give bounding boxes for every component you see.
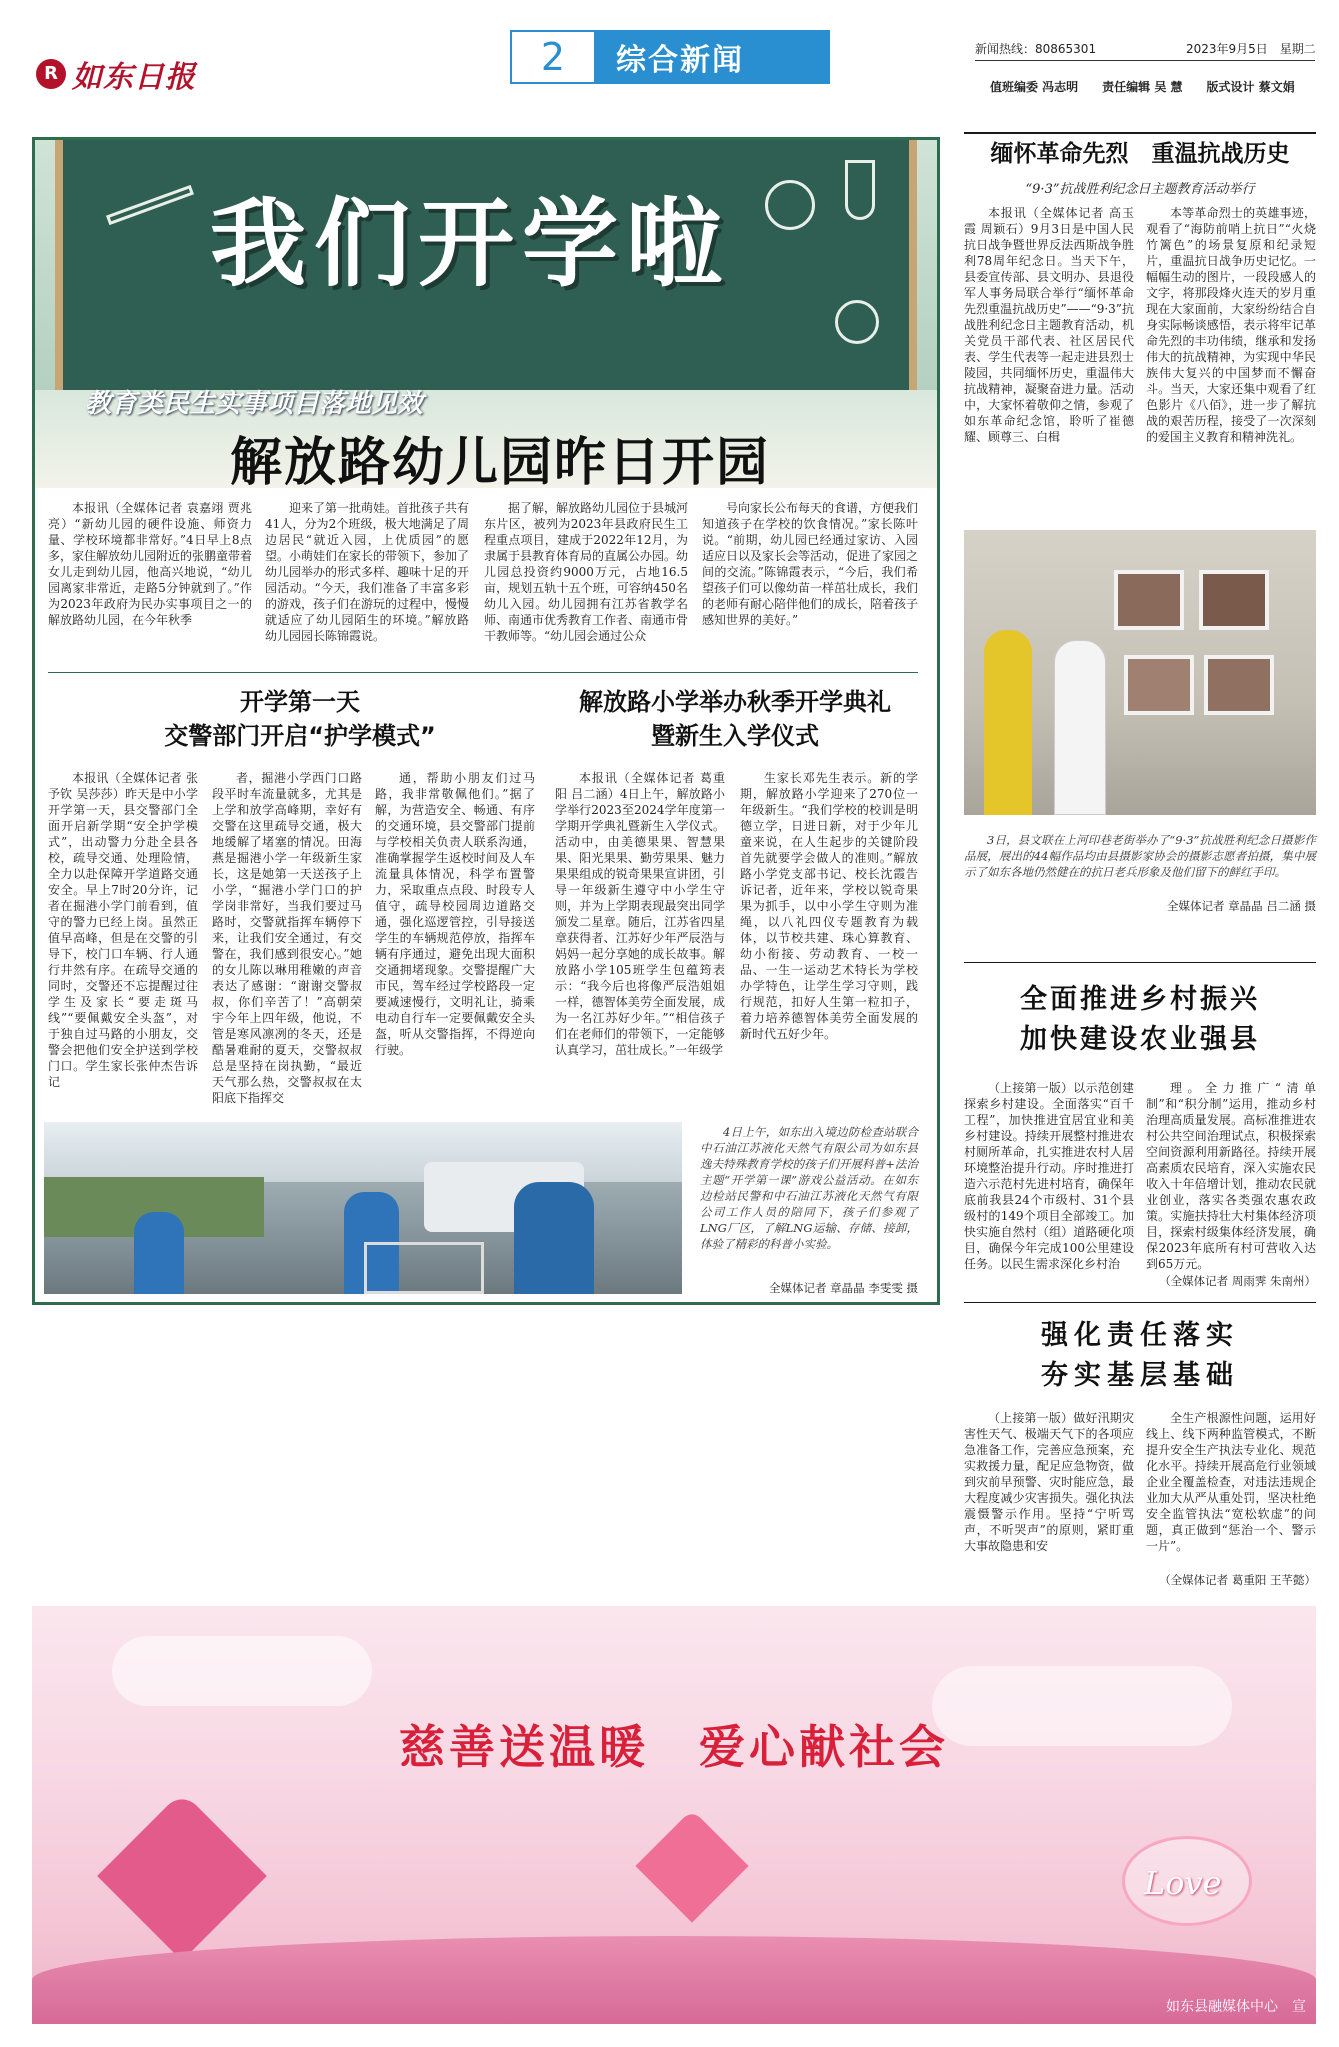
right3-headline-line2: 夯实基层基础: [1041, 1360, 1239, 1391]
exhibit-board-4: [1204, 655, 1274, 715]
exhibition-credit: 全媒体记者 章晶晶 吕二涵 摄: [1167, 899, 1316, 913]
article3-col1: 本报讯（全媒体记者 葛重阳 吕二涵）4日上午，解放路小学举行2023至2024学年度第一学期开学典礼暨新生入学仪式。活动中，由美德果果、智慧果果、阳光果果、勤劳果果、魅力果果组成的锐奇果果宣讲团，引导一年级新生遵守中小学生守则，并为上学期表现最突出同学颁发二星章。随后，江苏省四星章获得者、江苏好少年严辰浩与妈妈一起分享她的成长故事。解放路小学105班学生包蕴筠表示：“我今后也将像严辰浩姐姐一样，德智体美劳全面发展，成为一名江苏好少年。”“相信孩子们在老师们的带领下，一定能够认真学习，茁壮成长。”一年级学: [555, 771, 725, 1057]
heart-icon-large: [635, 1809, 748, 1922]
right1-col2: 本等革命烈士的英雄事迹，观看了“海防前哨上抗日”“火烧竹篱色”的场景复原和纪录短片，重温抗日战争历史记忆。一幅幅生动的图片，一段段感人的文字，将那段烽火连天的岁月重现在大家面前，大家纷纷结合自身实际畅谈感悟，表示将牢记革命先烈的丰功伟绩，继承和发扬伟大的抗战精神，为实现中华民族伟大复兴的中国梦而不懈奋斗。当天，大家还集中观看了红色影片《八佰》，进一步了解抗战的艰苦历程，接受了一次深刻的爱国主义教育和精神洗礼。: [1146, 206, 1316, 444]
right2-credit: （全媒体记者 周雨霁 朱南州）: [1159, 1274, 1316, 1288]
logo: [36, 52, 196, 96]
banner-big-title: 我们开学啦: [210, 188, 730, 300]
hand-heart-icon: [97, 1791, 267, 1961]
exhibit-board-1: [1114, 570, 1184, 630]
right2-col2: 理。全力推广“清单制”和“积分制”运用，推动乡村治理高质量发展。高标准推进农村公共空间治理试点，积极探索空间资源利用新路径。持续开展高素质农民培育，深入实施农民收入十年倍增计划，推动农民就业创业，落实各类强农惠农政策。实施扶持壮大村集体经济项目，探索村级集体经济发展，确保2023年底所有村可营收入达到65万元。: [1146, 1081, 1316, 1271]
chalk-doodle-flask-icon: [845, 160, 875, 220]
header-rule: [975, 60, 1315, 61]
logo-seal-icon: R: [36, 59, 66, 89]
ad-sponsor: 如东县融媒体中心 宣: [1166, 1999, 1306, 2015]
article1-col3: 据了解，解放路幼儿园位于县城河东片区，被列为2023年县政府民生工程重点项目，建成于2022年12月，为隶属于县教育体育局的直属公办园。幼儿园总投资约9000万元，占地16.5亩，规划五轨十五个班，可容纳450名幼儿入园。幼儿园拥有江苏省教学名师、南通市优秀教育工作者、南通市骨干教师等。“幼儿园会通过公众: [484, 501, 689, 643]
banner-kicker: 教育类民生实事项目落地见效: [85, 389, 424, 419]
logo-text: 如东日报: [72, 60, 196, 95]
chalk-doodle-orange-icon: [835, 300, 879, 344]
right3-credit: （全媒体记者 葛重阳 王芊懿）: [1159, 1573, 1316, 1587]
lng-visit-caption: 4日上午，如东出入境边防检查站联合中石油江苏液化天然气有限公司为如东县逸夫特殊教育学校的孩子们开展科普+法治主题“开学第一课”游戏公益活动。在如东边检站民警和中石油江苏液化天然气有限公司工作人员的陪同下，孩子们参观了LNG厂区，了解LNG运输、存储、接卸，体验了精彩的科普小实验。: [700, 1125, 918, 1251]
love-text: Love: [1144, 1864, 1222, 1902]
banner-headline: 解放路幼儿园昨日开园: [230, 433, 771, 493]
photo-worker-1: [134, 1212, 184, 1294]
visitor-white-shirt: [1054, 640, 1106, 815]
right-divider-1: [964, 962, 1316, 963]
right2-headline: [964, 980, 1316, 1060]
exhibition-photo: [964, 530, 1316, 815]
editors-line: 值班编委 冯志明 责任编辑 吴 慧 版式设计 蔡文娟: [990, 80, 1295, 94]
right1-col1: 本报讯（全媒体记者 高玉霞 周颖石）9月3日是中国人民抗日战争暨世界反法西斯战争胜利78周年纪念日。当天下午，县委宣传部、县文明办、县退役军人事务局联合举行“缅怀革命先烈重温抗战历史”——“9·3”抗战胜利纪念日主题教育活动，机关党员干部代表、社区居民代表、学生代表等一起走进县烈士陵园，共同缅怀历史，重温伟大抗战精神，凝聚奋进力量。活动中，大家怀着敬仰之情，参观了如东革命纪念馆，聆听了崔德耀、顾尊三、白楫: [964, 206, 1134, 444]
charity-ad: [32, 1606, 1316, 2024]
ad-cloud-1: [112, 1636, 372, 1706]
article1-col4: 号向家长公布每天的食谱，方便我们知道孩子在学校的饮食情况。”家长陈叶说。“前期，幼儿园已经通过家访、入园适应日以及家长会等活动，促进了家园之间的交流。”陈锦霞表示，“今后，我们希望孩子们可以像幼苗一样茁壮成长，我们的老师有耐心陪伴他们的成长，陪着孩子感知世界的美好。”: [702, 501, 919, 627]
visitor-yellow-shirt: [984, 630, 1032, 815]
right3-headline: [964, 1316, 1316, 1396]
article3-headline-line1: 解放路小学举办秋季开学典礼: [579, 688, 891, 716]
article2-col3: 通，帮助小朋友们过马路，我非常敬佩他们。”据了解，为营造安全、畅通、有序的交通环境，县交警部门提前与学校相关负责人联系沟通，准确掌握学生返校时间及人车流量具体情况，科学布置警力，采取重点点段、时段专人值守，疏导校园周边道路交通，强化巡逻管控，引导接送学生的车辆规范停放，指挥车辆有序通过，避免出现大面积交通拥堵现象。交警提醒广大市民，驾车经过学校路段一定要减速慢行，文明礼让，骑乘电动自行车一定要佩戴安全头盔，听从交警指挥，不得逆向行驶。: [375, 771, 535, 1057]
article2-headline: [120, 685, 480, 753]
issue-date: 2023年9月5日 星期二: [1186, 42, 1316, 56]
article3-headline: [555, 685, 915, 753]
right2-headline-line1: 全面推进乡村振兴: [1020, 984, 1260, 1015]
right2-col1: （上接第一版）以示范创建探索乡村建设。全面落实“百千工程”，加快推进宜居宜业和美乡村建设。持续开展整村推进农村厕所革命，扎实推进农村人居环境整治提升行动。序时推进打造六示范村先进村培育，确保年底前我县24个市级村、31个县级村的149个项目全部竣工。加快实施自然村（组）道路硬化项目，确保今年完成100公里建设任务。以民生需求深化乡村治: [964, 1081, 1134, 1271]
article2-col1: 本报讯（全媒体记者 张予钦 吴莎莎）昨天是中小学开学第一天，县交警部门全面开启新学期“安全护学模式”，出动警力分赴全县各校，疏导交通、处理险情，全力以赴保障开学道路交通安全。早上7时20分许，记者在掘港小学门前看到，值守的警力已经上岗。虽然正值早高峰，但是在交警的引导下，校门口车辆、行人通行井然有序。在疏导交通的同时，交警还不忘提醒过往学生及家长“要走斑马线”“要佩戴安全头盔”，对于独自过马路的小朋友，交警会把他们安全护送到学校门口。学生家长张仲杰告诉记: [48, 771, 198, 1089]
exhibit-board-3: [1124, 655, 1194, 715]
lng-visit-photo: [44, 1122, 682, 1294]
article-divider-1: [48, 672, 918, 673]
photo-cart: [364, 1242, 484, 1294]
right3-col1: （上接第一版）做好汛期灾害性天气、极端天气下的各项应急准备工作，完善应急预案，充实救援力量，配足应急物资，做到灾前早预警、灾时能应急，最大程度减少灾害损失。强化执法震慑警示作用。坚持“宁听骂声，不听哭声”的原则，紧盯重大事故隐患和安: [964, 1411, 1134, 1553]
exhibit-board-2: [1199, 570, 1269, 630]
ad-slogan: 慈善送温暖 爱心献社会: [399, 1720, 949, 1774]
photo-worker-3: [514, 1182, 594, 1294]
article2-headline-line1: 开学第一天: [240, 688, 360, 716]
banner: [35, 140, 937, 493]
chalk-doodle-apple-icon: [765, 180, 815, 230]
article1-col2: 迎来了第一批萌娃。首批孩子共有41人，分为2个班级，极大地满足了周边居民“就近入园，上优质园”的愿望。小萌娃们在家长的带领下，参加了幼儿园举办的形式多样、趣味十足的开园活动。“今天，我们准备了丰富多彩的游戏，孩子们在游玩的过程中，慢慢就适应了幼儿园陌生的环境。”解放路幼儿园园长陈锦霞说。: [265, 501, 470, 643]
section-name: 综合新闻: [616, 43, 744, 78]
article1-col1: 本报讯（全媒体记者 袁嘉翊 贾兆亮）“新幼儿园的硬件设施、师资力量、学校环境都非常好。”4日早上8点多，家住解放幼儿园附近的张鹏童带着女儿走到幼儿园，他高兴地说，“幼儿园离家非常近，走路5分钟就到了。”作为2023年政府为民办实事项目之一的解放路幼儿园，在今年秋季: [48, 501, 253, 627]
photo-sky: [44, 1122, 682, 1182]
right1-subhead: “9·3”抗战胜利纪念日主题教育活动举行: [1025, 182, 1255, 197]
right-top-rule: [964, 132, 1316, 134]
lng-visit-credit: 全媒体记者 章晶晶 李雯雯 摄: [769, 1281, 918, 1295]
page-tab: [510, 30, 830, 84]
article2-headline-line2: 交警部门开启“护学模式”: [164, 722, 436, 750]
hotline: 新闻热线：80865301: [975, 42, 1097, 56]
right2-headline-line2: 加快建设农业强县: [1020, 1024, 1260, 1055]
right3-col2: 全生产根源性问题，运用好线上、线下两种监管模式，不断提升安全生产执法专业化、规范化水平。持续开展高危行业领域企业全覆盖检查，对违法违规企业加大从严从重处罚，坚决杜绝安全监管执法“宽松软虚”的问题，真正做到“惩治一个、警示一片”。: [1146, 1411, 1316, 1553]
masthead: [0, 0, 1339, 100]
right-divider-2: [964, 1302, 1316, 1303]
right1-headline: 缅怀革命先烈 重温抗战历史: [990, 141, 1290, 167]
page-number: 2: [512, 32, 594, 82]
right3-headline-line1: 强化责任落实: [1041, 1320, 1239, 1351]
article2-col2: 者，掘港小学西门口路段平时车流量就多，尤其是上学和放学高峰期，幸好有交警在这里疏导交通，极大地缓解了堵塞的情况。田海燕是掘港小学一年级新生家长，这是她第一天送孩子上小学，“掘港小学门口的护学岗非常好，当我们要过马路时，交警就指挥车辆停下来，让我们安全通过，有交警在，我们感到很安心。”她的女儿陈以琳用稚嫩的声音表达了感谢：“谢谢交警叔叔，你们辛苦了！”高朝荣宇今年上四年级，他说，不管是寒风凛冽的冬天，还是酷暑难耐的夏天，交警叔叔总是坚持在岗执勤，“最近天气那么热，交警叔叔在太阳底下指挥交: [212, 771, 362, 1105]
article3-col2: 生家长邓先生表示。新的学期，解放路小学迎来了270位一年级新生。“我们学校的校训是明德立学，日进日新，对于少年儿童来说，在人生起步的关键阶段首先就要学会做人的准则。”解放路小学党支部书记、校长沈霞告诉记者，近年来，学校以锐奇果果为抓手，以中小学生守则为准绳，以八礼四仪专题教育为载体，以节校共建、珠心算教育、幼小衔接、劳动教育、一校一品、一生一运动艺术特长为学校办学特色，让学生学习守则，践行规范，扣好人生第一粒扣子，着力培养德智体美劳全面发展的新时代五好少年。: [740, 771, 918, 1041]
exhibition-caption: 3日，县文联在上河印巷老街举办了“9·3”抗战胜利纪念日摄影作品展，展出的44幅作品均由县摄影家协会的摄影志愿者拍摄，集中展示了如东各地仍然健在的抗日老兵形象及他们留下的鲜红手印。: [964, 833, 1316, 879]
article3-headline-line2: 暨新生入学仪式: [651, 722, 819, 750]
